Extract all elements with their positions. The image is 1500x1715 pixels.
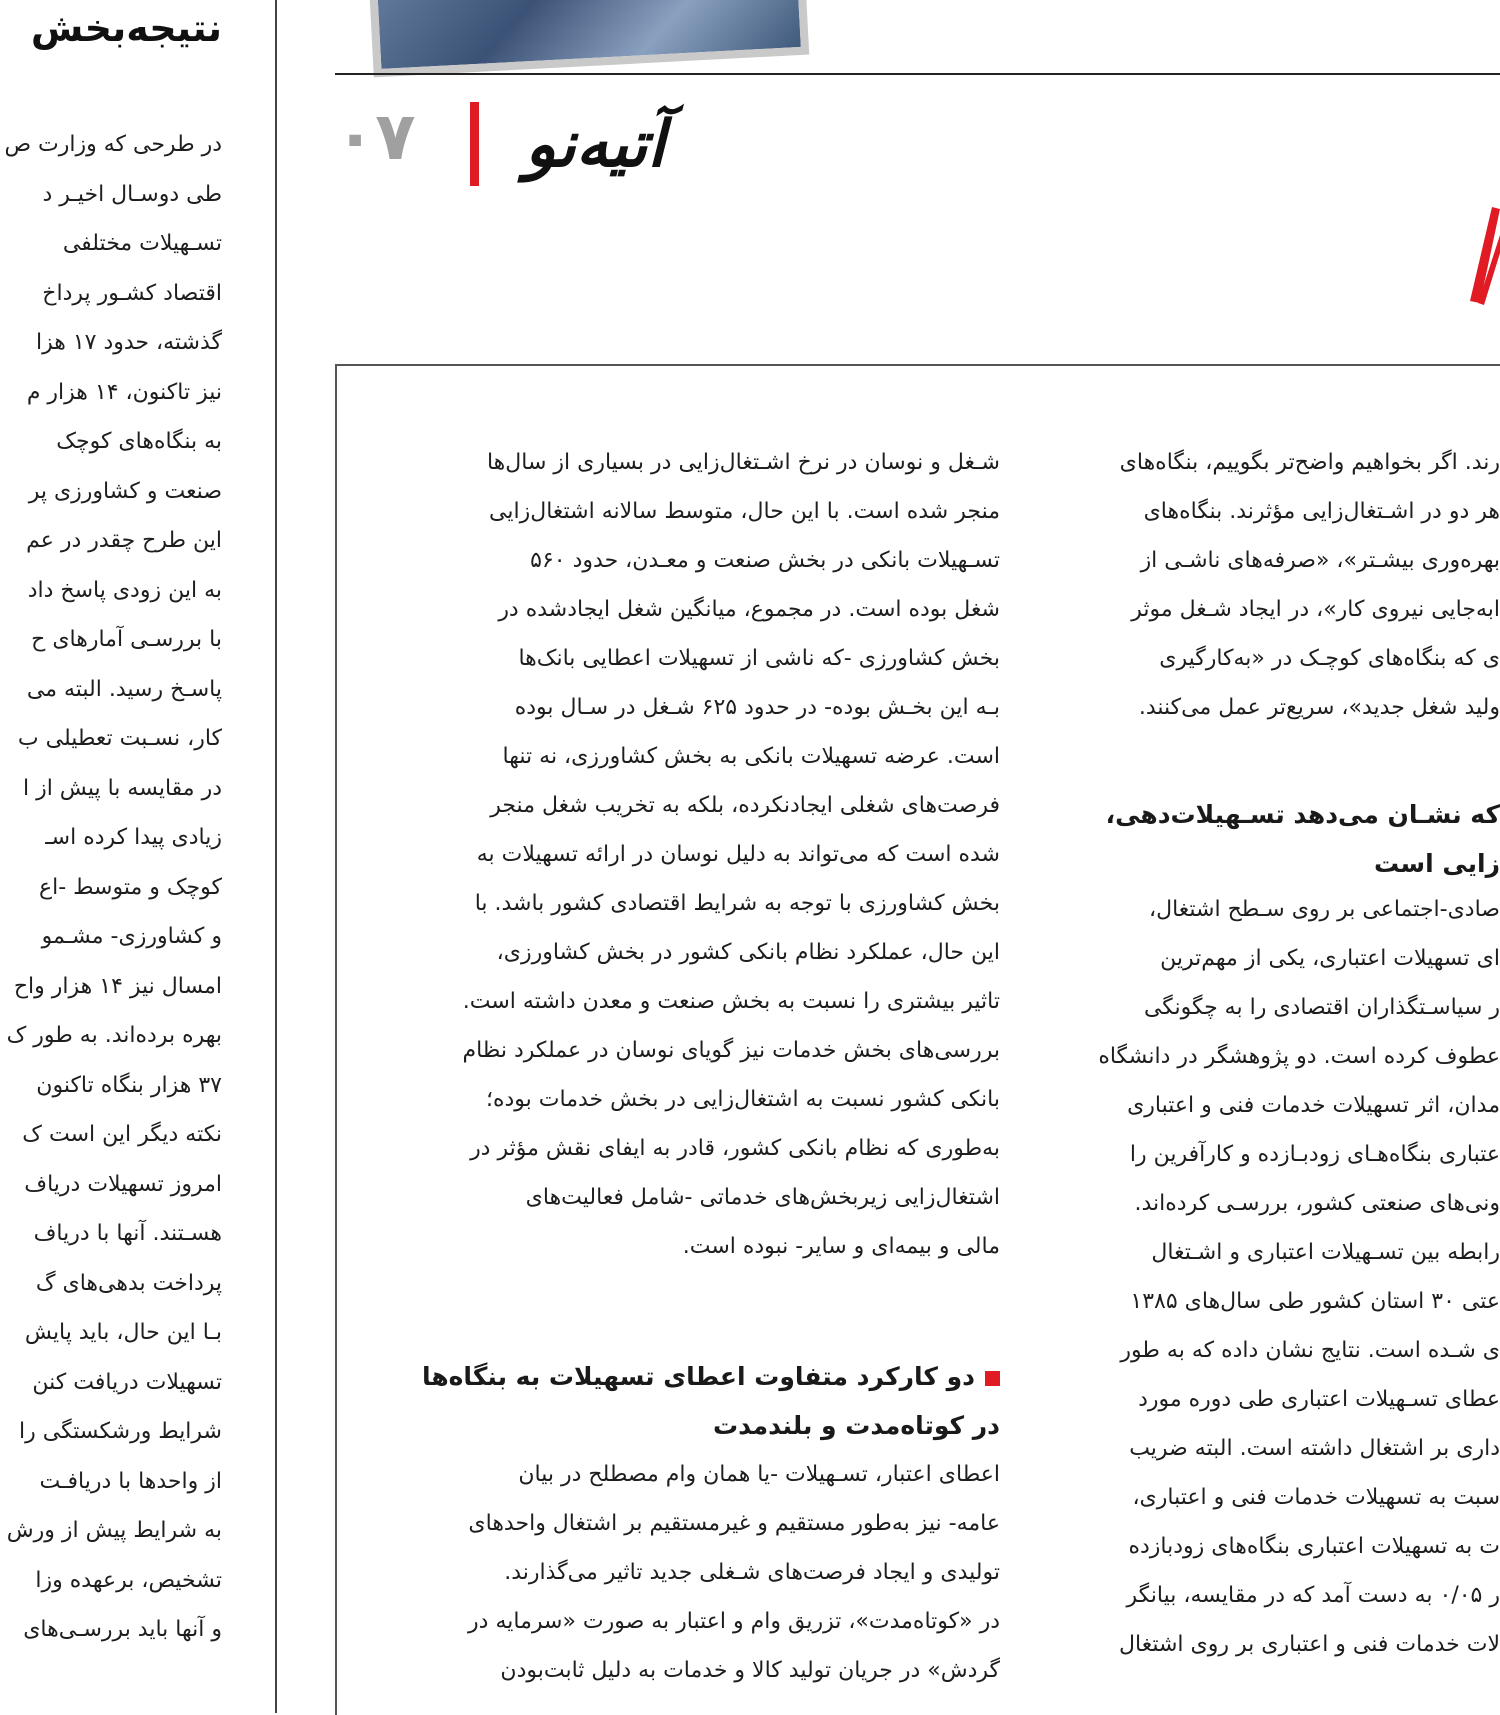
text-line: بخش کشاورزی -که ناشی از تسهیلات اعطایی بانک‌ها (518, 646, 1000, 671)
text-line: نیز تاکنون، ۱۴ هزار م (26, 379, 222, 405)
text-line: فرصت‌های شغلی ایجادنکرده، بلکه به تخریب شغل منجر (490, 793, 1000, 818)
text-line: به بنگاه‌های کوچک (56, 429, 222, 454)
page-number: ۰۷ (335, 98, 416, 175)
text-line: صنعت و کشاورزی پر (28, 478, 222, 504)
right-paragraph-2 (1058, 885, 1500, 1713)
subheading-line: زایی است (1374, 849, 1500, 878)
text-line: این طرح چقدر در عم (26, 528, 222, 553)
text-line: در «کوتاه‌مدت»، تزریق وام و اعتبار به صورت «سرمایه در (468, 1609, 1000, 1634)
text-line: تسـهیلات بانکی در بخش صنعت و معـدن، حدود ۵۶۰ (530, 548, 1000, 573)
text-line: به‌طوری که نظام بانکی کشور، قادر به ایفای نقش مؤثر در (470, 1136, 1000, 1161)
header-separator-bar (470, 102, 479, 186)
text-line: در مقایسه با پیش از ا (22, 775, 222, 801)
left-article-headline: نتیجه‌بخش (30, 6, 222, 50)
red-brush-accent (1462, 205, 1500, 305)
text-line: بهره برده‌اند. به طور ک (6, 1023, 222, 1048)
middle-paragraph-1 (392, 438, 1000, 1271)
subheading-line: که نشـان می‌دهد تسـهیلات‌دهی، (1105, 800, 1500, 829)
text-line: بانکی کشور نسبت به اشتغال‌زایی در بخش خدمات بوده؛ (485, 1087, 1000, 1112)
right-subheading (1058, 790, 1500, 888)
text-line: بـا این حال، باید پایش (24, 1320, 222, 1345)
text-line: کوچک و متوسط -اع (38, 874, 222, 900)
text-line: رند. اگر بخواهیم واضح‌تر بگوییم، بنگاه‌های (1119, 450, 1500, 475)
column-divider (275, 0, 277, 1713)
text-line: عامه- نیز به‌طور مستقیم و غیرمستقیم بر اشتغال واحدهای (468, 1511, 1000, 1536)
text-line: هسـتند. آنها با دریاف (33, 1221, 222, 1246)
text-line: و کشاورزی- مشـمو (41, 924, 222, 949)
text-line: گردش» در جریان تولید کالا و خدمات به دلیل ثابت‌بودن (500, 1658, 1000, 1683)
text-line: شـغل و نوسان در نرخ اشـتغال‌زایی در بسیاری از سال‌ها (486, 450, 1000, 475)
text-line: عطوف کرده است. دو پژوهشگر در دانشگاه (1098, 1044, 1500, 1069)
text-line: کار، نسـبت تعطیلی ب (17, 726, 222, 751)
text-line: اقتصاد کشـور پرداخ (42, 280, 222, 306)
left-article-body (0, 120, 222, 1713)
right-paragraph-1 (1058, 438, 1500, 738)
text-line: در طرحی که وزارت ص (4, 132, 222, 157)
text-line: ابه‌جایی نیروی کار»، در ایجاد شـغل موثر (1131, 597, 1500, 622)
text-line: به این زودی پاسخ داد (27, 577, 222, 603)
text-line: هر دو در اشـتغال‌زایی مؤثرند. بنگاه‌های (1143, 499, 1500, 524)
text-line: ۳۷ هزار بنگاه تاکنون (36, 1072, 222, 1098)
text-line: بخش کشاورزی با توجه به شرایط اقتصادی کشور باشد. با (474, 891, 1000, 916)
header-rule (335, 73, 1500, 75)
text-line: تشخیص، برعهده وزا (35, 1567, 222, 1593)
text-line: ی شـده است. نتایج نشان داده که به طور (1120, 1338, 1500, 1363)
text-line: از واحدها با دریافـت (39, 1468, 222, 1494)
text-line: شغل بوده است. در مجموع، میانگین شغل ایجادشده در (498, 597, 1000, 622)
text-line: امسال نیز ۱۴ هزار واح (13, 973, 222, 999)
text-line: تسهیلات دریافت کنن (32, 1369, 222, 1395)
subheading-line: در کوتاه‌مدت و بلندمدت (713, 1411, 1000, 1440)
text-line: عتباری بنگاه‌هـای زودبـازده و کارآفرین را (1129, 1142, 1500, 1167)
text-line: به شرایط پیش از ورش (6, 1518, 222, 1543)
text-line: داری بر اشتغال داشته است. البته ضریب (1129, 1436, 1500, 1461)
text-line: بررسی‌های بخش خدمات نیز گویای نوسان در عملکرد نظام (462, 1038, 1000, 1063)
text-line: اشتغال‌زایی زیربخش‌های خدماتی -شامل فعالیت‌های (525, 1185, 1000, 1210)
middle-subheading (392, 1352, 1000, 1450)
text-line: سبت به تسهیلات خدمات فنی و اعتباری، (1132, 1485, 1500, 1510)
text-line: ر ۰/۰۵ به دست آمد که در مقایسه، بیانگر (1126, 1583, 1500, 1608)
text-line: مالی و بیمه‌ای و سایر- نبوده است. (682, 1234, 1000, 1259)
text-line: لات خدمات فنی و اعتباری بر روی اشتغال (1119, 1632, 1500, 1657)
article-photo (367, 0, 810, 77)
text-line: ی که بنگاه‌های کوچـک در «به‌کارگیری (1159, 646, 1500, 671)
section-title: آتیه‌نو (524, 107, 666, 182)
text-line: تسـهیلات مختلفی (62, 231, 222, 256)
text-line: رابطه بین تسـهیلات اعتباری و اشـتغال (1151, 1240, 1500, 1265)
text-line: صادی-اجتماعی بر روی سـطح اشتغال، (1149, 897, 1500, 922)
subheading-line: دو کارکرد متفاوت اعطای تسهیلات به بنگاه‌ها (392, 1352, 1000, 1401)
text-line: و آنها باید بررسـی‌های (23, 1617, 222, 1642)
text-line: امروز تسهیلات دریاف (24, 1171, 222, 1197)
text-line: عطای تسـهیلات اعتباری طی دوره مورد (1138, 1387, 1500, 1412)
text-line: عتی ۳۰ استان کشور طی سال‌های ۱۳۸۵ (1130, 1289, 1500, 1314)
text-line: تولیدی و ایجاد فرصت‌های شـغلی جدید تاثیر می‌گذارند. (504, 1560, 1000, 1585)
text-line: ت به تسهیلات اعتباری بنگاه‌های زودبازده (1128, 1534, 1500, 1559)
text-line: این حال، عملکرد نظام بانکی کشور در بخش کشاورزی، (496, 940, 1000, 965)
text-line: طی دوسـال اخیـر د (42, 181, 222, 207)
text-line: ای تسهیلات اعتباری، یکی از مهم‌ترین (1160, 946, 1500, 971)
text-line: مدان، اثر تسهیلات خدمات فنی و اعتباری (1127, 1093, 1500, 1118)
text-line: اعطای اعتبار، تسـهیلات -یا همان وام مصطلح در بیان (518, 1462, 1000, 1487)
text-line: ونی‌های صنعتی کشور، بررسـی کرده‌اند. (1134, 1191, 1500, 1216)
text-line: شرایط ورشکستگی را (19, 1419, 222, 1444)
middle-paragraph-2 (392, 1450, 1000, 1713)
text-line: با بررسـی آمارهای ح (31, 627, 222, 652)
text-line: پرداخت بدهی‌های گ (35, 1270, 222, 1296)
text-line: ر سیاسـتگذاران اقتصادی را به چگونگی (1143, 995, 1500, 1020)
text-line: بهره‌وری بیشـتر»، «صرفه‌های ناشـی از (1140, 548, 1500, 573)
text-line: گذشته، حدود ۱۷ هزا (35, 330, 222, 355)
text-line: ولید شغل جدید»، سریع‌تر عمل می‌کنند. (1138, 695, 1500, 720)
text-line: نکته دیگر این است ک (22, 1122, 222, 1147)
text-line: بـه این بخـش بوده- در حدود ۶۲۵ شـغل در سـال بوده (514, 695, 1000, 720)
text-line: است. عرضه تسهیلات بانکی به بخش کشاورزی، نه تنها (502, 744, 1000, 769)
text-line: منجر شده است. با این حال، متوسط سالانه اشتغال‌زایی (489, 499, 1000, 524)
text-line: تاثیر بیشتری را نسبت به بخش صنعت و معدن داشته است. (462, 989, 1000, 1014)
text-line: شده است که می‌تواند به دلیل نوسان در ارائه تسهیلات به (476, 842, 1000, 867)
text-line: زیادی پیدا کرده اسـ (45, 825, 222, 850)
text-line: پاسـخ رسید. البته می (26, 676, 222, 702)
bullet-square-icon (985, 1371, 1000, 1386)
